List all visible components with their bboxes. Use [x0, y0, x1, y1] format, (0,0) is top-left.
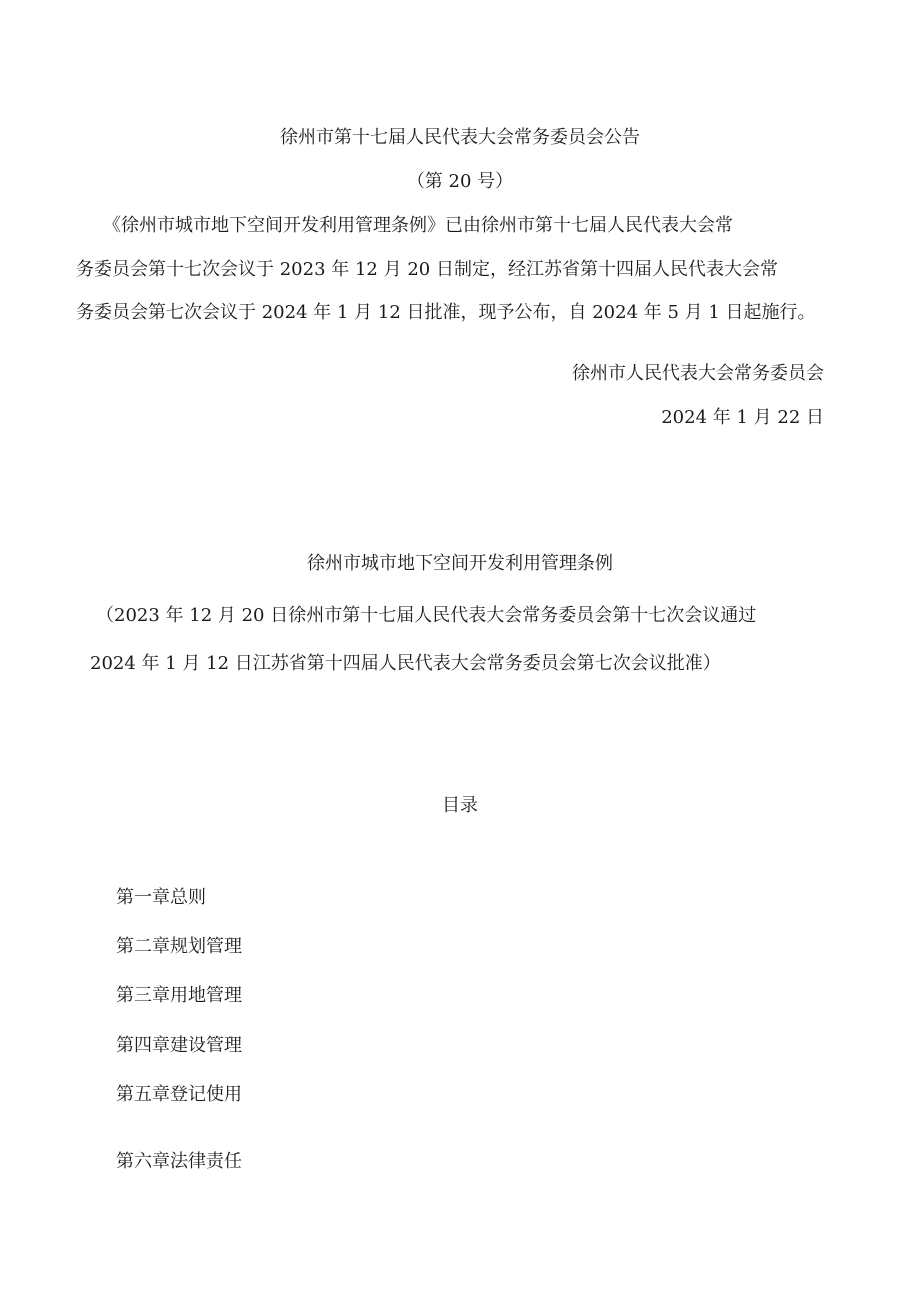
toc-item-chapter-4: 第四章建设管理 — [116, 1035, 242, 1056]
regulation-adoption-note-2: 2024 年 1 月 12 日江苏省第十四届人民代表大会常务委员会第七次会议批准） — [90, 653, 721, 674]
toc-item-chapter-2: 第二章规划管理 — [116, 936, 242, 957]
regulation-adoption-note-1: （2023 年 12 月 20 日徐州市第十七届人民代表大会常务委员会第十七次会议通过 — [96, 605, 757, 626]
toc-item-chapter-1: 第一章总则 — [116, 887, 206, 908]
regulation-title: 徐州市城市地下空间开发利用管理条例 — [307, 553, 613, 574]
toc-item-chapter-6: 第六章法律责任 — [116, 1151, 242, 1172]
announcement-body-line-1: 《徐州市城市地下空间开发利用管理条例》已由徐州市第十七届人民代表大会常 — [76, 215, 733, 236]
announcement-body-line-3: 务委员会第七次会议于 2024 年 1 月 12 日批准，现予公布，自 2024 年 5 月 1 日起施行。 — [76, 302, 816, 323]
toc-item-chapter-5: 第五章登记使用 — [116, 1084, 242, 1105]
announcement-date: 2024 年 1 月 22 日 — [661, 407, 824, 428]
announcement-signature: 徐州市人民代表大会常务委员会 — [572, 363, 824, 384]
announcement-title: 徐州市第十七届人民代表大会常务委员会公告 — [280, 127, 640, 148]
announcement-number: （第 20 号） — [406, 171, 514, 192]
announcement-body-line-2: 务委员会第十七次会议于 2023 年 12 月 20 日制定，经江苏省第十四届人民代表大会常 — [76, 259, 778, 280]
toc-item-chapter-3: 第三章用地管理 — [116, 985, 242, 1006]
toc-heading: 目录 — [442, 795, 478, 816]
